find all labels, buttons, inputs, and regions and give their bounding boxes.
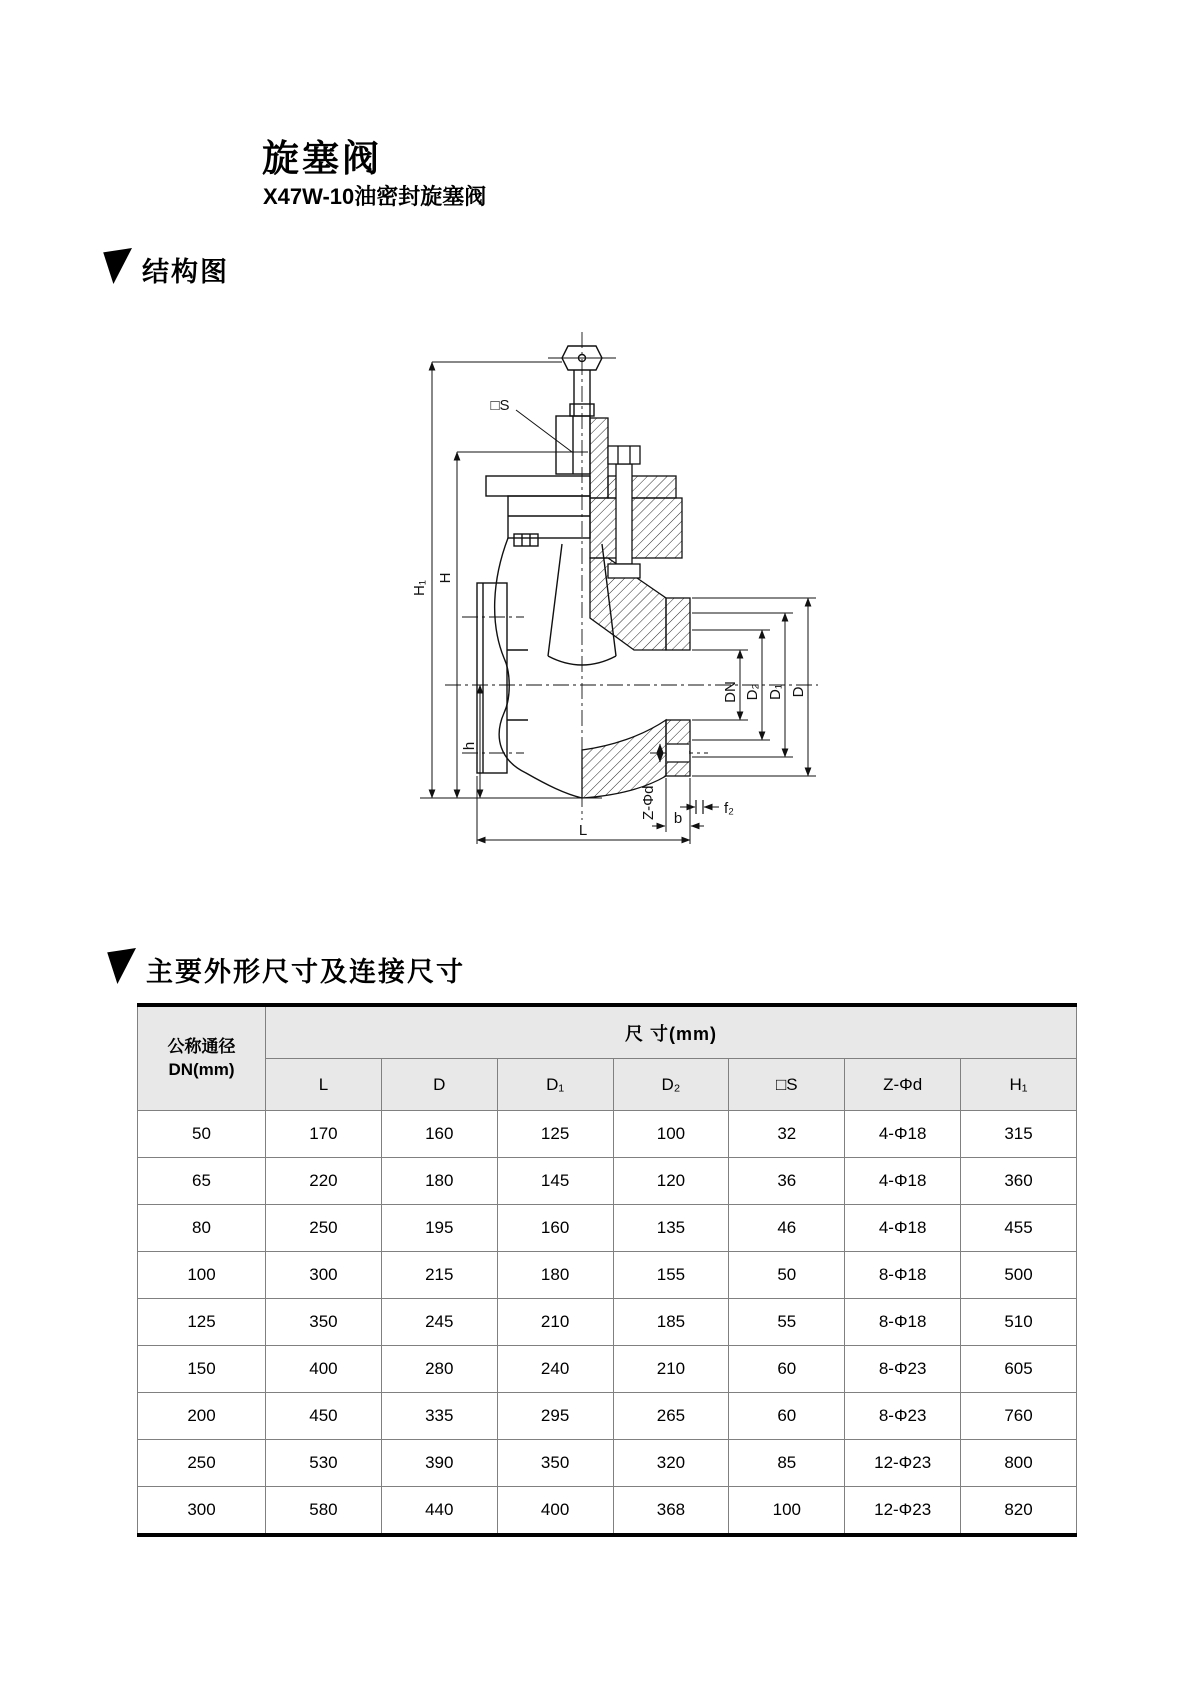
cell-D: 390: [381, 1440, 497, 1487]
cell-H₁: 605: [961, 1346, 1077, 1393]
column-header-2: D₁: [497, 1059, 613, 1111]
cell-D: 280: [381, 1346, 497, 1393]
dim-label-h-small: h: [461, 741, 478, 751]
table-row: [138, 1393, 1077, 1440]
dim-label-dn: DN: [722, 681, 739, 703]
cell-Z-Φd: 4-Φ18: [845, 1111, 961, 1158]
cell-Z-Φd: 8-Φ23: [845, 1346, 961, 1393]
cell-□S: 100: [729, 1487, 845, 1536]
cell-□S: 55: [729, 1299, 845, 1346]
cell-D₁: 400: [497, 1487, 613, 1536]
cell-D₁: 160: [497, 1205, 613, 1252]
table-row: [138, 1252, 1077, 1299]
column-header-5: Z-Φd: [845, 1059, 961, 1111]
cell-D: 160: [381, 1111, 497, 1158]
cell-H₁: 360: [961, 1158, 1077, 1205]
cell-D₁: 180: [497, 1252, 613, 1299]
cell-dn: 150: [138, 1346, 266, 1393]
cell-H₁: 315: [961, 1111, 1077, 1158]
section-marker-icon: [102, 248, 132, 284]
dim-label-h1: H₁: [411, 580, 428, 596]
cell-D₁: 145: [497, 1158, 613, 1205]
cell-D₂: 120: [613, 1158, 729, 1205]
sectioned-parts: [582, 418, 690, 798]
column-header-dn-line2: DN(mm): [168, 1059, 235, 1079]
cell-D: 245: [381, 1299, 497, 1346]
cell-L: 170: [266, 1111, 382, 1158]
cell-H₁: 510: [961, 1299, 1077, 1346]
cell-H₁: 760: [961, 1393, 1077, 1440]
cell-dn: 250: [138, 1440, 266, 1487]
cell-D: 195: [381, 1205, 497, 1252]
cell-H₁: 820: [961, 1487, 1077, 1536]
column-header-dn-line1: 公称通径: [167, 1037, 236, 1057]
column-header-3: D₂: [613, 1059, 729, 1111]
cell-dn: 200: [138, 1393, 266, 1440]
dim-label-d1: D₁: [767, 684, 784, 700]
cell-L: 450: [266, 1393, 382, 1440]
cell-□S: 36: [729, 1158, 845, 1205]
dim-label-z-phi-d: Z-Φd: [640, 785, 657, 820]
cell-□S: 60: [729, 1393, 845, 1440]
cell-□S: 85: [729, 1440, 845, 1487]
flange-bolt-hole: [667, 744, 689, 762]
column-header-4: □S: [729, 1059, 845, 1111]
cell-dn: 125: [138, 1299, 266, 1346]
cell-Z-Φd: 8-Φ23: [845, 1393, 961, 1440]
section-structure: [102, 248, 229, 289]
cell-□S: 46: [729, 1205, 845, 1252]
cell-D₂: 265: [613, 1393, 729, 1440]
column-header-1: D: [381, 1059, 497, 1111]
cell-H₁: 455: [961, 1205, 1077, 1252]
cell-dn: 300: [138, 1487, 266, 1536]
cell-dn: 50: [138, 1111, 266, 1158]
cell-D: 215: [381, 1252, 497, 1299]
dim-label-square-s: □S: [490, 397, 510, 414]
cell-□S: 60: [729, 1346, 845, 1393]
cell-D₂: 185: [613, 1299, 729, 1346]
cell-Z-Φd: 12-Φ23: [845, 1487, 961, 1536]
cell-D₁: 125: [497, 1111, 613, 1158]
cell-D₂: 210: [613, 1346, 729, 1393]
cell-D: 335: [381, 1393, 497, 1440]
cell-D₂: 100: [613, 1111, 729, 1158]
cell-L: 350: [266, 1299, 382, 1346]
cell-L: 580: [266, 1487, 382, 1536]
cell-dn: 80: [138, 1205, 266, 1252]
cell-D₁: 295: [497, 1393, 613, 1440]
cell-D: 440: [381, 1487, 497, 1536]
cell-D₁: 210: [497, 1299, 613, 1346]
table-row: [138, 1440, 1077, 1487]
cell-D₂: 155: [613, 1252, 729, 1299]
table-row: [138, 1346, 1077, 1393]
cell-Z-Φd: 8-Φ18: [845, 1252, 961, 1299]
column-group-header: 尺 寸(mm): [266, 1005, 1077, 1059]
dim-label-l: L: [578, 822, 588, 839]
table-row: [138, 1111, 1077, 1158]
cell-L: 250: [266, 1205, 382, 1252]
structure-heading: 结构图: [142, 257, 229, 287]
cell-D₁: 350: [497, 1440, 613, 1487]
cell-L: 400: [266, 1346, 382, 1393]
cell-Z-Φd: 8-Φ18: [845, 1299, 961, 1346]
column-header-0: L: [266, 1059, 382, 1111]
dim-label-b: b: [673, 810, 683, 827]
cell-D₂: 135: [613, 1205, 729, 1252]
cell-D₂: 320: [613, 1440, 729, 1487]
page-subtitle: X47W-10油密封旋塞阀: [263, 184, 487, 209]
dimensions-heading: 主要外形尺寸及连接尺寸: [146, 957, 465, 987]
cell-D₁: 240: [497, 1346, 613, 1393]
cell-Z-Φd: 4-Φ18: [845, 1158, 961, 1205]
column-header-dn: [138, 1005, 266, 1111]
cell-H₁: 500: [961, 1252, 1077, 1299]
dim-label-f2: f₂: [724, 800, 734, 817]
cell-Z-Φd: 12-Φ23: [845, 1440, 961, 1487]
cell-Z-Φd: 4-Φ18: [845, 1205, 961, 1252]
dim-label-h: H: [437, 572, 454, 584]
page-title: 旋塞阀: [262, 139, 382, 180]
column-header-6: H₁: [961, 1059, 1077, 1111]
dimensions-table: [137, 1003, 1077, 1537]
cell-dn: 100: [138, 1252, 266, 1299]
section-marker-icon: [106, 948, 136, 984]
cell-□S: 32: [729, 1111, 845, 1158]
table-row: [138, 1158, 1077, 1205]
table-row: [138, 1487, 1077, 1536]
cell-L: 530: [266, 1440, 382, 1487]
cell-D: 180: [381, 1158, 497, 1205]
cell-dn: 65: [138, 1158, 266, 1205]
cell-H₁: 800: [961, 1440, 1077, 1487]
section-dimensions: [106, 948, 465, 989]
cell-D₂: 368: [613, 1487, 729, 1536]
cell-□S: 50: [729, 1252, 845, 1299]
dim-label-d2: D₂: [744, 683, 761, 701]
table-row: [138, 1299, 1077, 1346]
table-row: [138, 1205, 1077, 1252]
dim-label-d: D: [790, 686, 807, 698]
cell-L: 220: [266, 1158, 382, 1205]
valve-structure-diagram: [350, 318, 850, 863]
cell-L: 300: [266, 1252, 382, 1299]
